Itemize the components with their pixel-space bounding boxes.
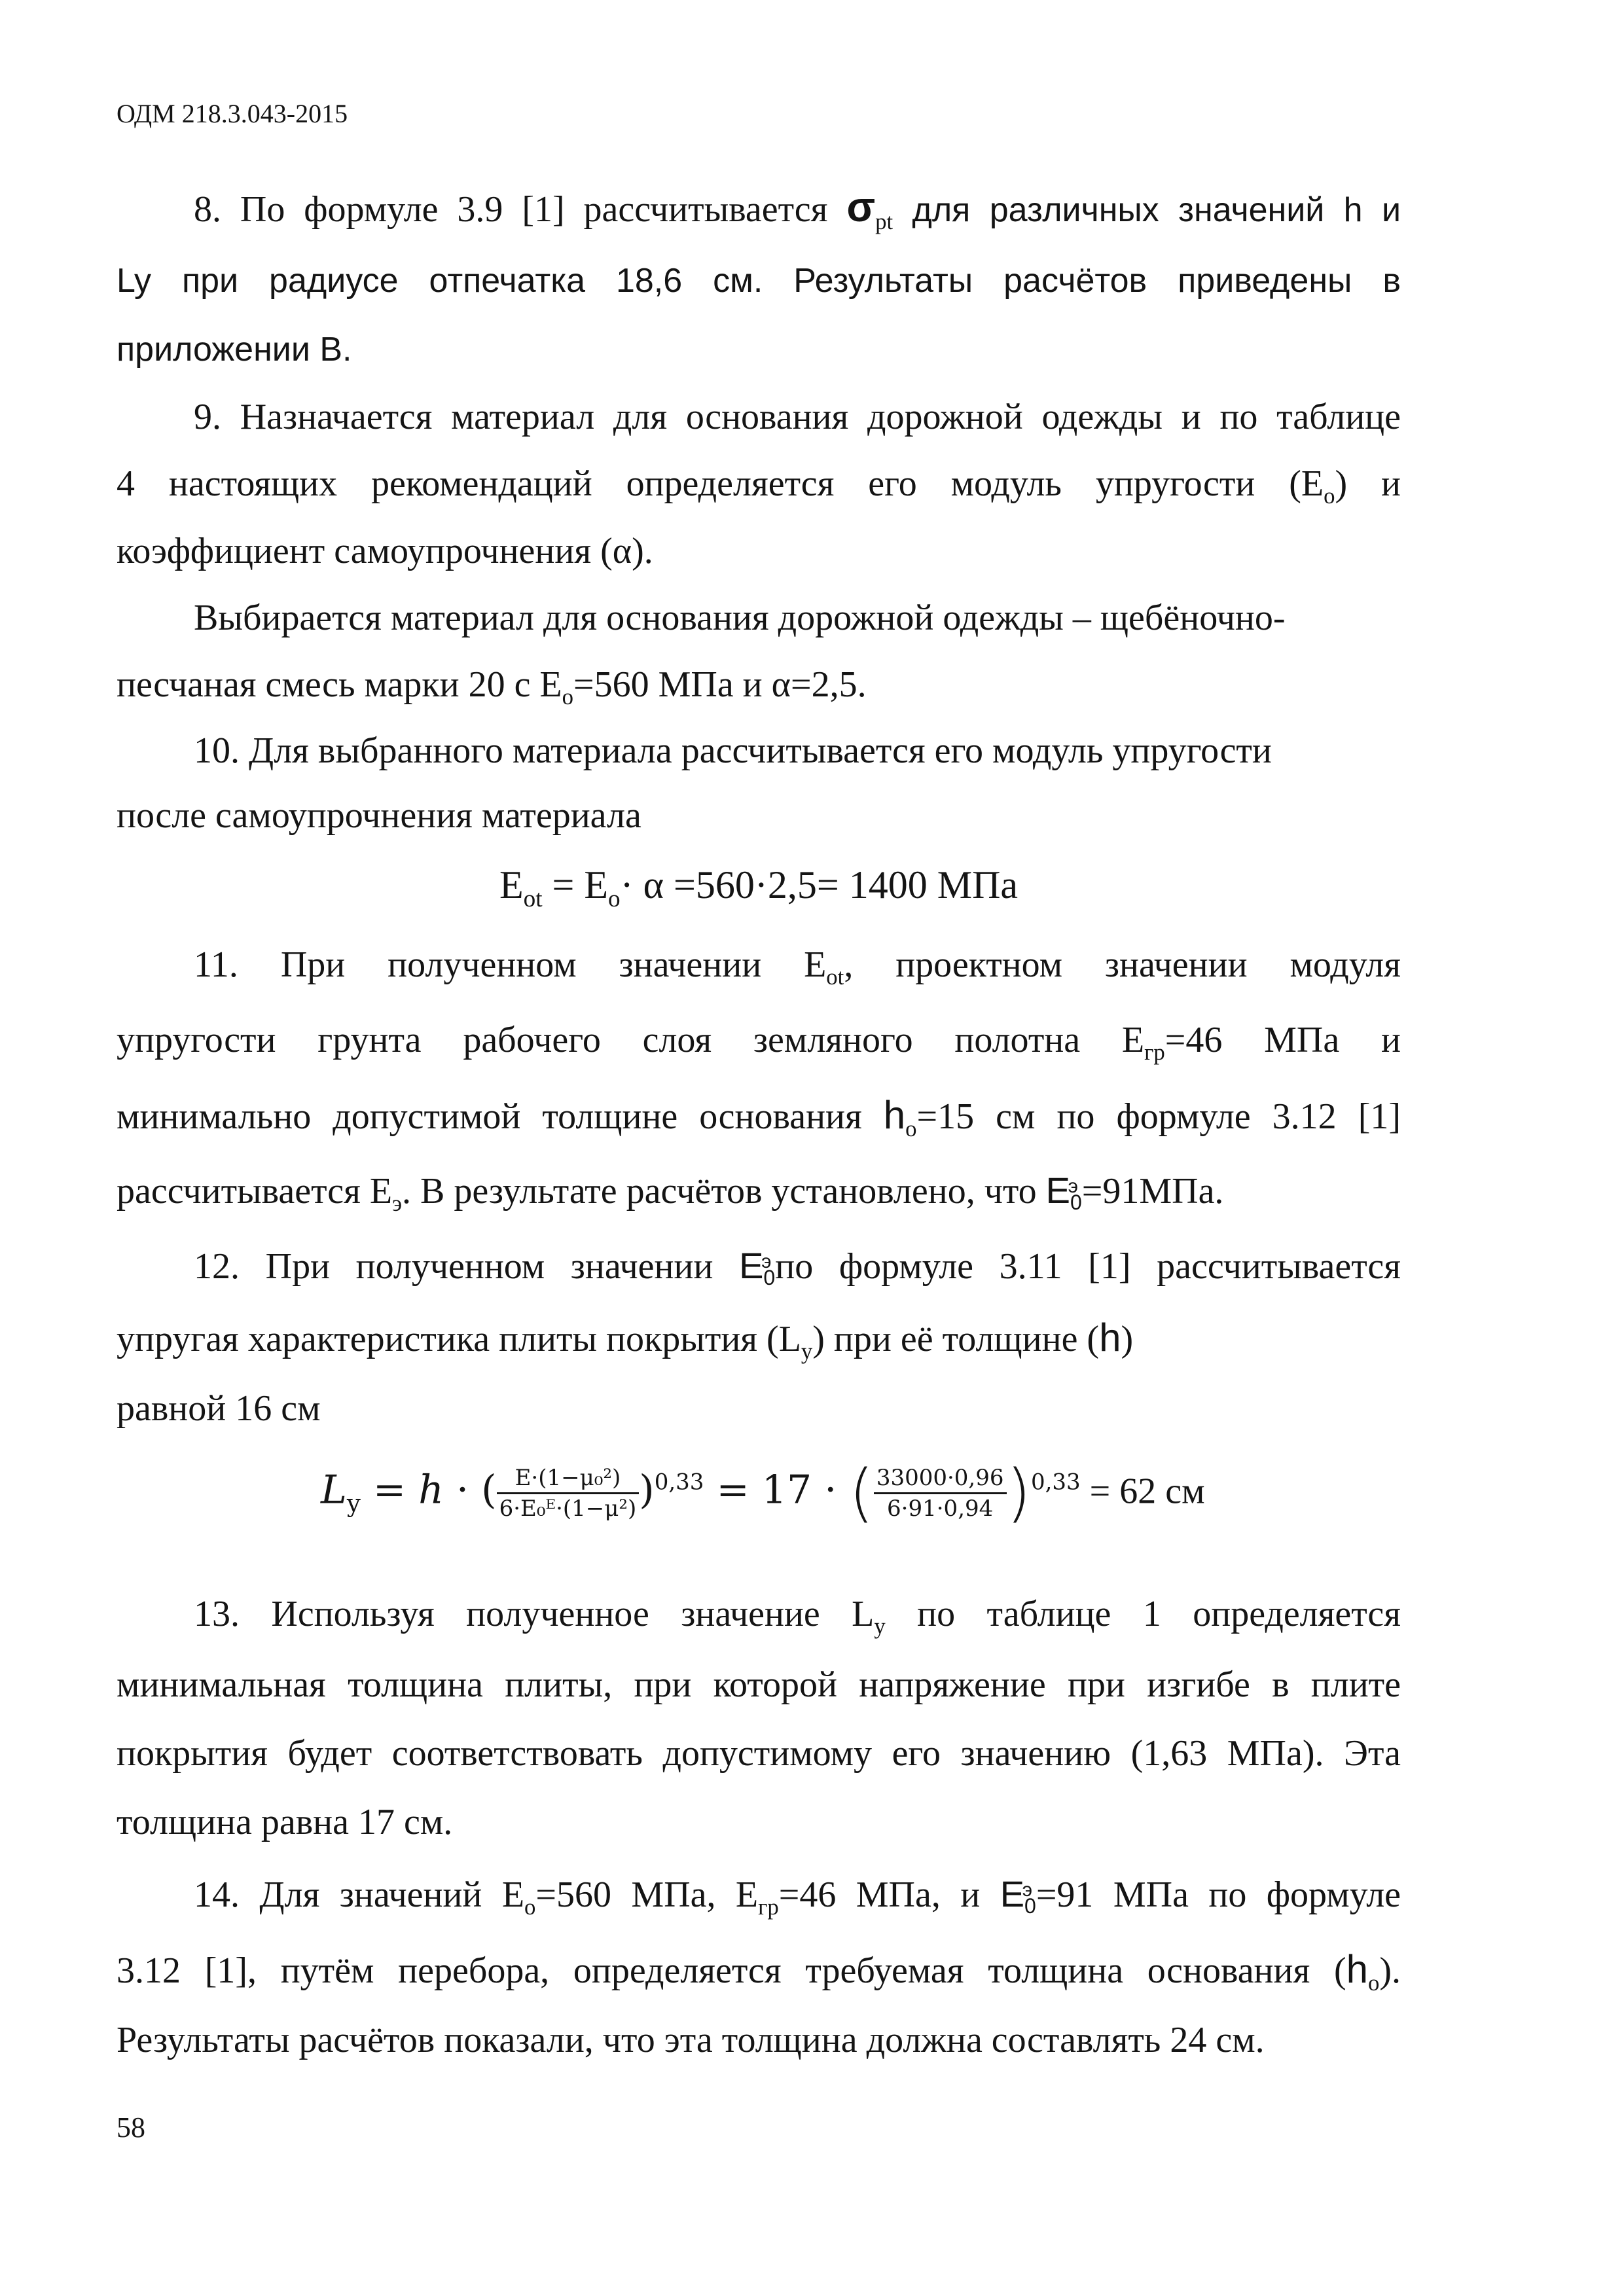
e0-symbol: E э 0	[1045, 1170, 1082, 1214]
p11-line-4: рассчитывается $E_э$. В результате расчётов установлено, что E э 0=91МПа.	[117, 1168, 1401, 1218]
p12-line-3: равной 16 см	[117, 1388, 321, 1429]
p10-line-2: после самоупрочнения материала	[117, 795, 641, 836]
p14-line-2: 3.12 [1], путём перебора, определяется требуемая толщина основания $(h_o)$.	[117, 1947, 1401, 1996]
p11-line-3: минимально допустимой толщине основания $h_o=15$ см по формуле 3.12 [1]	[117, 1093, 1401, 1142]
p8-line-2: Ly при радиусе отпечатка 18,6 см. Результаты расчётов приведены в	[117, 262, 1401, 300]
p11-line-1: 11. При полученном значении $E_{ot}$, проектном значении модуля	[194, 944, 1401, 990]
sigma-symbol: σ	[846, 183, 876, 230]
ly-formula: $L_y = h$ · ( $\frac{\text{E·(1−μ₀²)}}{\text{6·E₀ᴱ·(1−μ²)}}$ )$^{0,33}$ = 17 · ( $\frac{33000\cdot 0,96}{6\cdot 91\cdot 0,94}$ )$^{0,33}$ = 62 см	[321, 1456, 1205, 1530]
fraction-1: $\frac{\text{E·(1−μ₀²)}}{\text{6·E₀ᴱ·(1−μ²)}}$	[497, 1465, 640, 1522]
p13-line-2: минимальная толщина плиты, при которой напряжение при изгибе в плите	[117, 1664, 1401, 1705]
p9b-line-2: песчаная смесь марки 20 с $E_o=560$ МПа и α=2,5.	[117, 664, 867, 710]
p13-line-4: толщина равна 17 см.	[117, 1802, 453, 1842]
p9-line-2: 4 настоящих рекомендаций определяется его модуль упругости $(E_o)$ и	[117, 463, 1401, 509]
e0-symbol: E э 0	[1000, 1873, 1036, 1918]
p14-line-3: Результаты расчётов показали, что эта толщина должна составлять 24 см.	[117, 2020, 1265, 2060]
p13-line-1: 13. Используя полученное значение $L_y$ по таблице 1 определяется	[194, 1594, 1401, 1640]
p14-line-1: 14. Для значений $E_o=560$ МПа, $E_{гр}=46$ МПа, и E э 0=91 МПа по формуле	[117, 1872, 1401, 1922]
p11-line-2: упругости грунта рабочего слоя земляного полотна $E_{гр}=46$ МПа и	[117, 1020, 1401, 1066]
p9-line-3: коэффициент самоупрочнения (α).	[117, 531, 653, 571]
eot-formula: $E_{ot} = E_o\cdot \alpha =560\cdot 2,5= 1400$ МПа	[499, 863, 1019, 912]
e0-symbol: E э 0	[739, 1245, 776, 1289]
p12-line-1: 12. При полученном значении E э 0по формуле 3.11 [1] рассчитывается	[117, 1244, 1401, 1293]
p8-line-3: приложении В.	[117, 331, 352, 368]
fraction-2: $\frac{33000\cdot 0,96}{6\cdot 91\cdot 0,94}$	[874, 1465, 1007, 1522]
page-number: 58	[117, 2111, 145, 2144]
p9-line-1: 9. Назначается материал для основания дорожной одежды и по таблице	[194, 397, 1401, 437]
p8-line-1: 8. По формуле 3.9 [1] рассчитывается $\sigma_{pt}$ для различных значений h и	[194, 183, 1401, 235]
p10-line-1: 10. Для выбранного материала рассчитывается его модуль упругости	[194, 730, 1272, 771]
p13-line-3: покрытия будет соответствовать допустимому его значению (1,63 МПа). Эта	[117, 1733, 1401, 1774]
p12-line-2: упругая характеристика плиты покрытия $(L_y)$ при её толщине (h)	[117, 1316, 1134, 1365]
p9b-line-1: Выбирается материал для основания дорожной одежды – щебёночно-	[194, 598, 1286, 638]
document-header: ОДМ 218.3.043-2015	[117, 99, 348, 128]
